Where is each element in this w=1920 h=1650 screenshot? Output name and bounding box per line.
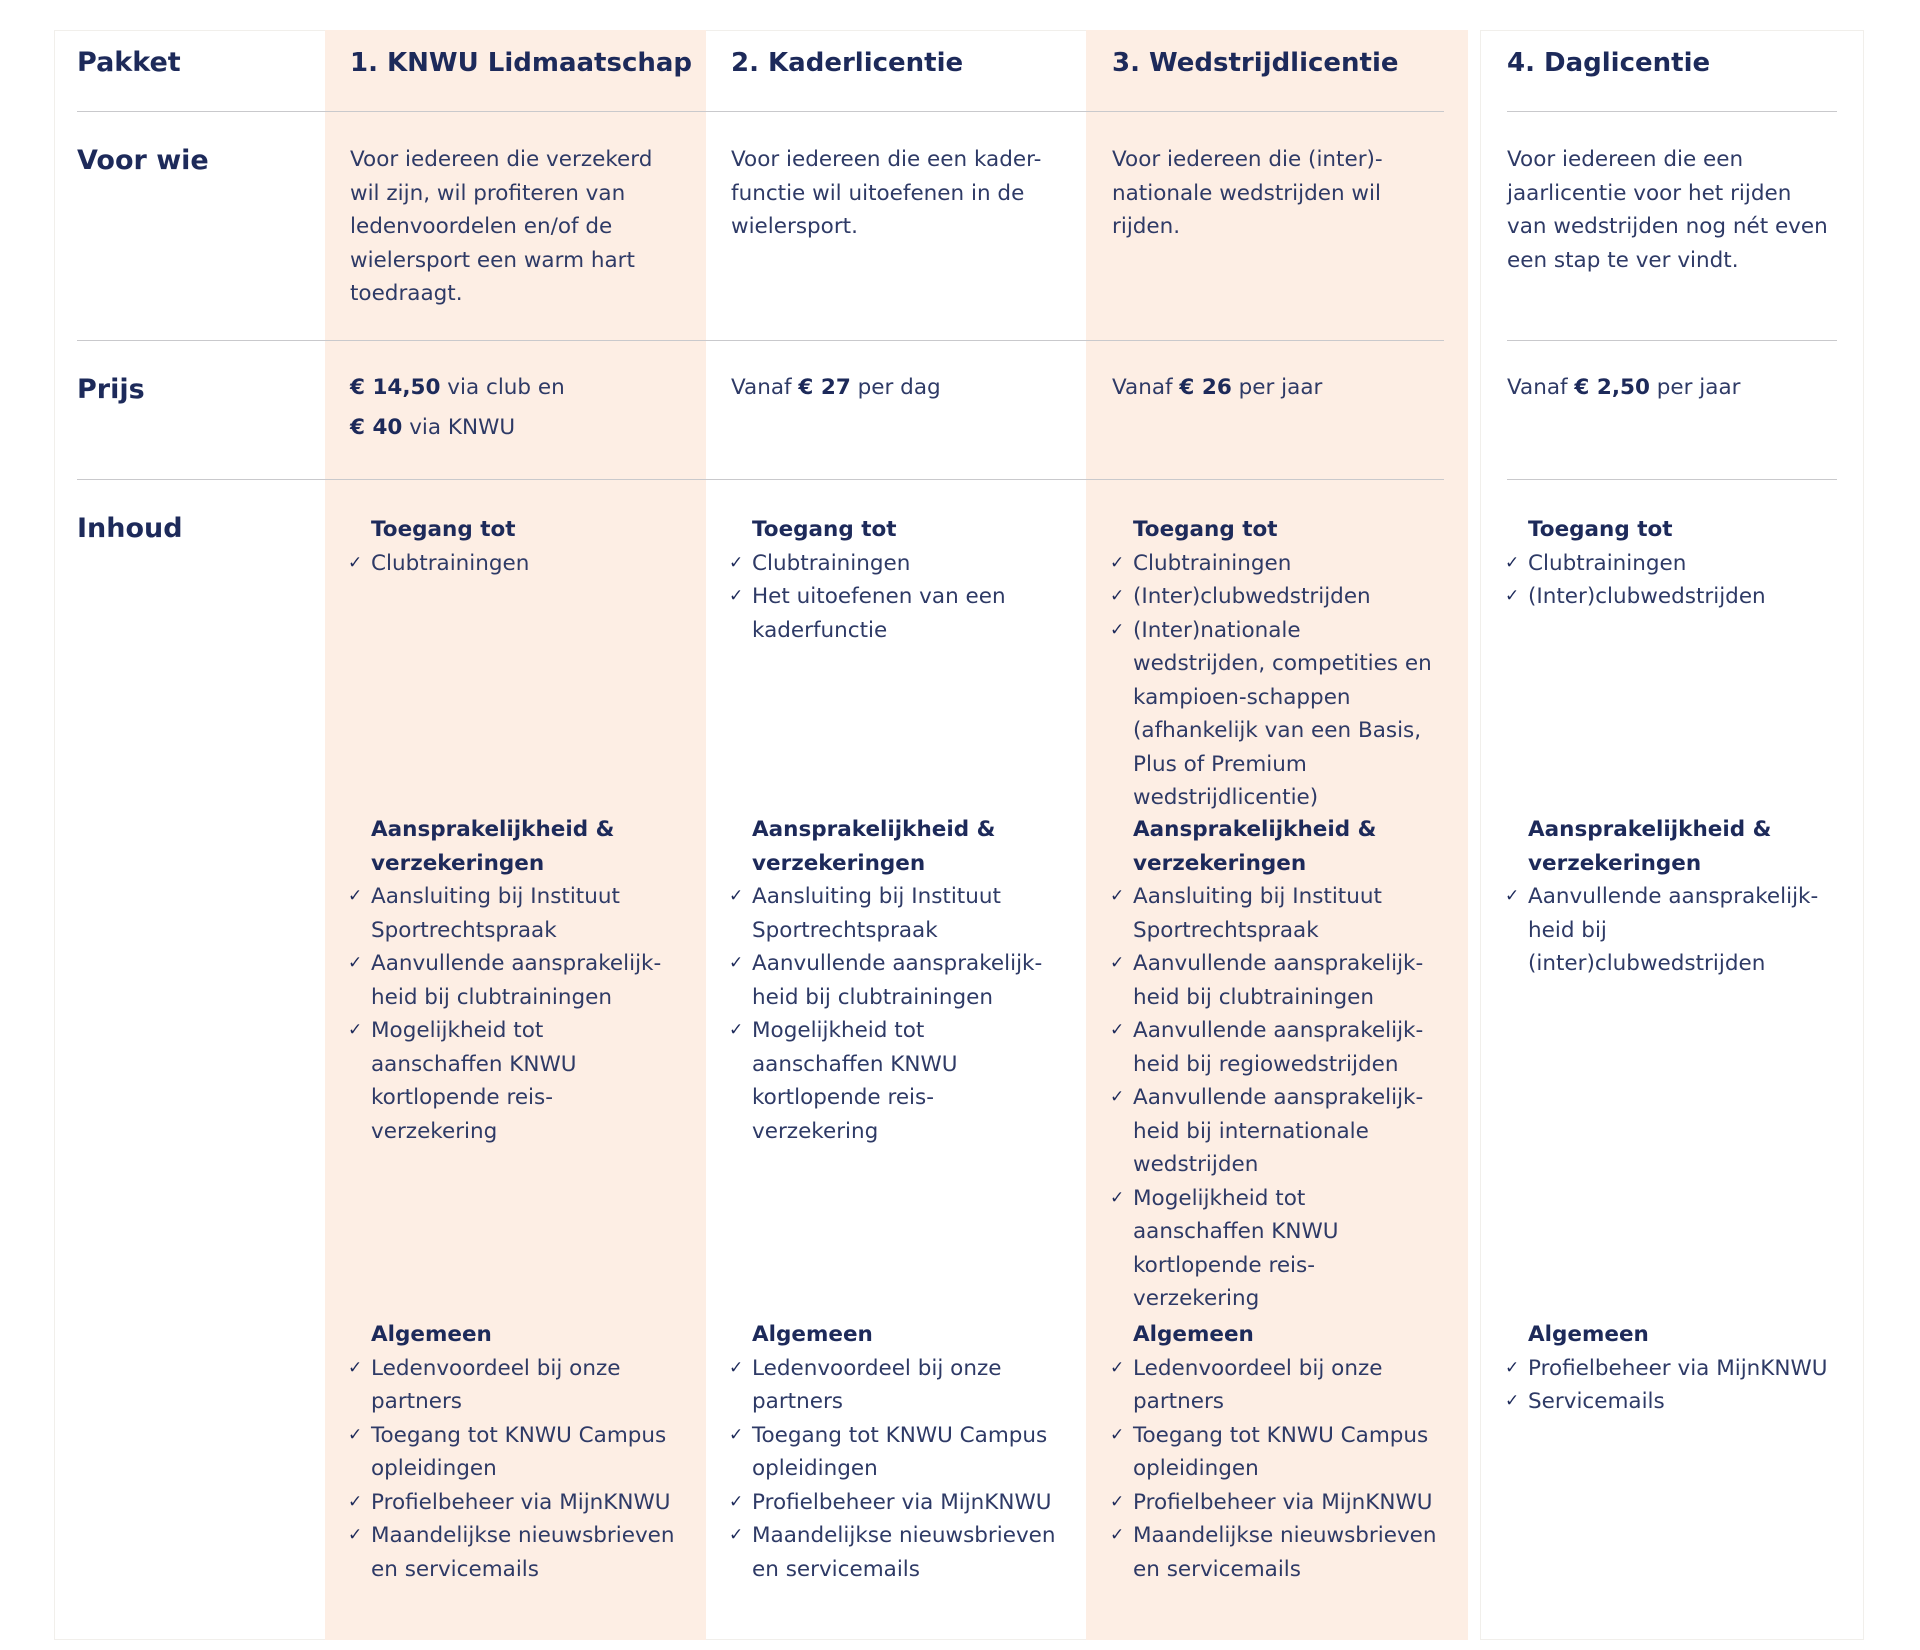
price-line: € 40 via KNWU — [350, 415, 516, 440]
list-item — [1088, 1486, 1438, 1520]
price-line: € 14,50 via club en — [350, 375, 565, 400]
checkmark-icon: ✓ — [1505, 552, 1520, 573]
checkmark-icon: ✓ — [1110, 586, 1125, 606]
feature-text: Servicemails — [1528, 1389, 1665, 1414]
checkmark-icon: ✓ — [1110, 886, 1125, 906]
list-item — [1088, 1081, 1438, 1182]
package-price — [350, 368, 565, 448]
feature-text: Clubtrainingen — [1133, 550, 1292, 576]
list-item — [1483, 1385, 1833, 1419]
section-toegang — [1088, 513, 1438, 815]
list-item — [707, 580, 1057, 647]
feature-text: Clubtrainingen — [1528, 550, 1687, 576]
list-item — [326, 547, 676, 581]
section-title: Algemeen — [1133, 1322, 1254, 1347]
checkmark-icon: ✓ — [729, 1491, 744, 1512]
section-aansprakelijkheid — [1483, 813, 1833, 981]
divider — [1507, 340, 1837, 341]
section-title: Aansprakelijkheid & verzekeringen — [752, 817, 996, 876]
section-title: Aansprakelijkheid & verzekeringen — [1133, 817, 1377, 876]
section-algemeen — [1088, 1318, 1438, 1586]
checkmark-icon: ✓ — [1505, 886, 1520, 906]
list-item — [326, 880, 676, 947]
checkmark-icon: ✓ — [1110, 953, 1125, 973]
feature-text: Aansluiting bij Instituut Sportrechtspraak — [752, 884, 1001, 943]
list-item — [1483, 1352, 1833, 1386]
feature-text: Mogelijkheid tot aanschaffen KNWU kortlopende reis-verzekering — [752, 1018, 958, 1144]
section-title: Aansprakelijkheid & verzekeringen — [371, 817, 615, 876]
feature-list — [1483, 880, 1833, 981]
feature-text: (Inter)clubwedstrijden — [1133, 584, 1371, 609]
checkmark-icon: ✓ — [348, 886, 363, 906]
feature-text: Profielbeheer via MijnKNWU — [752, 1489, 1052, 1515]
section-algemeen — [326, 1318, 676, 1586]
feature-text: Toegang tot KNWU Campus opleidingen — [1133, 1422, 1429, 1481]
list-item — [707, 880, 1057, 947]
feature-list — [1483, 547, 1833, 614]
list-item — [707, 1486, 1057, 1520]
section-algemeen — [1483, 1318, 1833, 1419]
checkmark-icon: ✓ — [348, 1424, 363, 1445]
checkmark-icon: ✓ — [729, 1357, 744, 1378]
package-description: Voor iedereen die een kader-functie wil uitoefenen in de wielersport. — [731, 147, 1042, 239]
checkmark-icon: ✓ — [729, 1020, 744, 1040]
feature-text: Aansluiting bij Instituut Sportrechtspraak — [371, 884, 620, 943]
feature-list — [326, 547, 676, 581]
section-title: Toegang tot — [1133, 517, 1278, 542]
list-item — [326, 1352, 676, 1419]
section-title: Algemeen — [371, 1322, 492, 1347]
feature-text: Maandelijkse nieuwsbrieven en servicemails — [1133, 1523, 1437, 1582]
package-price: Vanaf € 27 per dag — [731, 375, 941, 400]
feature-text: Aanvullende aansprakelijk-heid bij clubtrainingen — [752, 951, 1043, 1010]
section-title: Algemeen — [752, 1322, 873, 1347]
package-description: Voor iedereen die een jaarlicentie voor het rijden van wedstrijden nog nét even een stap te ver vindt. — [1507, 147, 1828, 273]
row-label-prijs: Prijs — [77, 374, 145, 405]
list-item — [1483, 580, 1833, 614]
package-title: 2. Kaderlicentie — [731, 48, 964, 78]
list-item — [707, 1014, 1057, 1148]
list-item — [326, 947, 676, 1014]
feature-text: Aanvullende aansprakelijk-heid bij clubtrainingen — [1133, 951, 1424, 1010]
section-toegang — [1483, 513, 1833, 614]
list-item — [326, 1014, 676, 1148]
list-item — [707, 1352, 1057, 1419]
checkmark-icon: ✓ — [1110, 1020, 1125, 1040]
feature-text: Clubtrainingen — [371, 550, 530, 576]
list-item — [1088, 1182, 1438, 1316]
section-aansprakelijkheid — [707, 813, 1057, 1148]
divider — [77, 479, 1444, 480]
checkmark-icon: ✓ — [1110, 1357, 1125, 1378]
section-algemeen — [707, 1318, 1057, 1586]
feature-text: Aanvullende aansprakelijk-heid bij clubtrainingen — [371, 951, 662, 1010]
section-toegang — [326, 513, 676, 580]
feature-list — [1483, 1352, 1833, 1419]
feature-list — [1088, 547, 1438, 815]
checkmark-icon: ✓ — [1110, 552, 1125, 573]
row-label-pakket: Pakket — [77, 47, 181, 78]
list-item — [1483, 880, 1833, 981]
feature-text: Ledenvoordeel bij onze partners — [752, 1355, 1002, 1414]
section-title: Toegang tot — [1528, 517, 1673, 542]
list-item — [1088, 1419, 1438, 1486]
feature-list — [707, 1352, 1057, 1587]
package-title: 3. Wedstrijdlicentie — [1112, 48, 1399, 78]
checkmark-icon: ✓ — [729, 552, 744, 573]
feature-text: Ledenvoordeel bij onze partners — [1133, 1355, 1383, 1414]
feature-list — [1088, 1352, 1438, 1587]
feature-list — [326, 1352, 676, 1587]
list-item — [326, 1419, 676, 1486]
feature-text: Profielbeheer via MijnKNWU — [371, 1489, 671, 1515]
divider — [1507, 479, 1837, 480]
checkmark-icon: ✓ — [348, 1491, 363, 1512]
checkmark-icon: ✓ — [729, 886, 744, 906]
row-label-inhoud: Inhoud — [77, 513, 183, 544]
package-description: Voor iedereen die (inter)-nationale wedstrijden wil rijden. — [1112, 147, 1383, 239]
checkmark-icon: ✓ — [1505, 1357, 1520, 1378]
list-item — [1483, 547, 1833, 581]
feature-list — [707, 547, 1057, 648]
checkmark-icon: ✓ — [729, 1525, 744, 1545]
checkmark-icon: ✓ — [1110, 1525, 1125, 1545]
checkmark-icon: ✓ — [348, 1525, 363, 1545]
feature-text: Profielbeheer via MijnKNWU — [1133, 1489, 1433, 1515]
checkmark-icon: ✓ — [1505, 1391, 1520, 1411]
feature-text: Aanvullende aansprakelijk-heid bij internationale wedstrijden — [1133, 1085, 1424, 1177]
checkmark-icon: ✓ — [1110, 619, 1125, 640]
list-item — [1088, 880, 1438, 947]
list-item — [1088, 1014, 1438, 1081]
checkmark-icon: ✓ — [1505, 586, 1520, 606]
list-item — [1088, 580, 1438, 614]
list-item — [707, 1519, 1057, 1586]
checkmark-icon: ✓ — [1110, 1424, 1125, 1445]
feature-text: Ledenvoordeel bij onze partners — [371, 1355, 621, 1414]
feature-text: Clubtrainingen — [752, 550, 911, 576]
feature-text: Aanvullende aansprakelijk-heid bij (inter)clubwedstrijden — [1528, 884, 1819, 976]
feature-text: (Inter)clubwedstrijden — [1528, 584, 1766, 609]
feature-list — [707, 880, 1057, 1148]
package-description: Voor iedereen die verzekerd wil zijn, wil profiteren van ledenvoordelen en/of de wielersport een warm hart toedraagt. — [350, 147, 653, 306]
feature-text: Toegang tot KNWU Campus opleidingen — [752, 1422, 1048, 1481]
section-title: Aansprakelijkheid & verzekeringen — [1528, 817, 1772, 876]
feature-text: Profielbeheer via MijnKNWU — [1528, 1355, 1828, 1381]
list-item — [707, 1419, 1057, 1486]
feature-text: Het uitoefenen van een kaderfunctie — [752, 584, 1006, 643]
feature-text: (Inter)nationale wedstrijden, competities en kampioen-schappen (afhankelijk van een Basis, Plus of Premium wedstrijdlicentie) — [1133, 617, 1432, 810]
feature-list — [1088, 880, 1438, 1316]
checkmark-icon: ✓ — [1110, 1491, 1125, 1512]
section-toegang — [707, 513, 1057, 647]
checkmark-icon: ✓ — [348, 552, 363, 573]
feature-text: Maandelijkse nieuwsbrieven en servicemails — [752, 1523, 1056, 1582]
feature-text: Aansluiting bij Instituut Sportrechtspraak — [1133, 884, 1382, 943]
package-price: Vanaf € 2,50 per jaar — [1507, 375, 1741, 400]
divider — [1507, 111, 1837, 112]
checkmark-icon: ✓ — [1110, 1087, 1125, 1107]
divider — [77, 340, 1444, 341]
checkmark-icon: ✓ — [1110, 1187, 1125, 1208]
checkmark-icon: ✓ — [729, 1424, 744, 1445]
section-title: Toegang tot — [752, 517, 897, 542]
checkmark-icon: ✓ — [348, 1020, 363, 1040]
list-item — [707, 547, 1057, 581]
list-item — [326, 1519, 676, 1586]
checkmark-icon: ✓ — [348, 953, 363, 973]
checkmark-icon: ✓ — [729, 586, 744, 606]
list-item — [707, 947, 1057, 1014]
section-aansprakelijkheid — [326, 813, 676, 1148]
package-title: 4. Daglicentie — [1507, 48, 1711, 78]
feature-text: Toegang tot KNWU Campus opleidingen — [371, 1422, 667, 1481]
list-item — [1088, 547, 1438, 581]
feature-list — [326, 880, 676, 1148]
divider — [77, 111, 1444, 112]
feature-text: Mogelijkheid tot aanschaffen KNWU kortlopende reis-verzekering — [371, 1018, 577, 1144]
feature-text: Maandelijkse nieuwsbrieven en servicemails — [371, 1523, 675, 1582]
list-item — [326, 1486, 676, 1520]
feature-text: Mogelijkheid tot aanschaffen KNWU kortlopende reis-verzekering — [1133, 1185, 1339, 1311]
section-title: Toegang tot — [371, 517, 516, 542]
checkmark-icon: ✓ — [729, 953, 744, 973]
checkmark-icon: ✓ — [348, 1357, 363, 1378]
list-item — [1088, 614, 1438, 815]
package-price: Vanaf € 26 per jaar — [1112, 375, 1323, 400]
feature-text: Aanvullende aansprakelijk-heid bij regiowedstrijden — [1133, 1018, 1424, 1077]
package-title: 1. KNWU Lidmaatschap — [350, 48, 693, 78]
section-title: Algemeen — [1528, 1322, 1649, 1347]
list-item — [1088, 1519, 1438, 1586]
list-item — [1088, 1352, 1438, 1419]
row-label-voor-wie: Voor wie — [77, 145, 209, 176]
list-item — [1088, 947, 1438, 1014]
section-aansprakelijkheid — [1088, 813, 1438, 1316]
